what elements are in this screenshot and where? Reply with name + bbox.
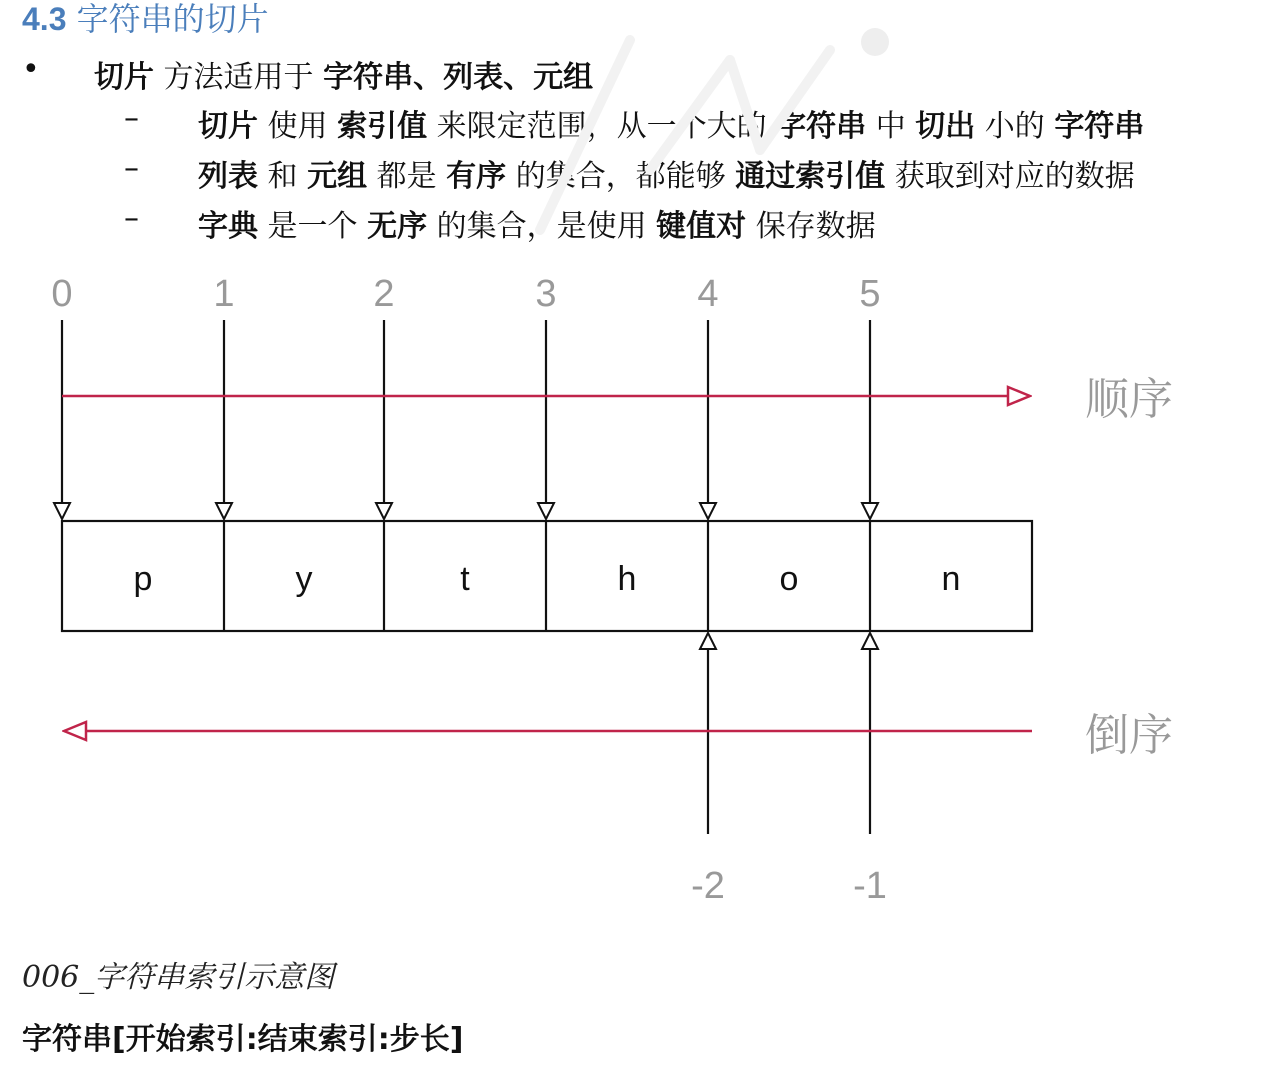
bold-term: 切片 — [94, 60, 154, 95]
section-heading — [22, 0, 269, 40]
bold-term: 列表 — [198, 159, 258, 194]
text-run: 小的 — [975, 109, 1055, 144]
text-run: 都是 — [367, 159, 447, 194]
forward-direction-label: 顺序 — [1085, 374, 1173, 425]
sub-item-dash: – — [124, 151, 139, 186]
bold-term: 索引值 — [337, 109, 428, 144]
character-cell: h — [617, 560, 637, 598]
sub-item-dash: – — [124, 201, 139, 236]
backward-direction-label: 倒序 — [1085, 710, 1173, 761]
bold-term: 切片 — [198, 109, 258, 144]
character-cells — [62, 521, 1032, 631]
section-number: 4.3 — [22, 1, 67, 37]
figure-caption: 006_字符串索引示意图 — [22, 960, 335, 995]
character-cell: n — [941, 560, 961, 598]
bold-term: 切出 — [915, 109, 976, 144]
backward-index-label: -1 — [853, 865, 887, 907]
text-run: 是一个 — [258, 209, 368, 244]
bold-term: 字符串 — [1054, 109, 1145, 144]
text-run: 来限定范围，从一个大的 — [427, 109, 777, 144]
forward-index-label: 3 — [535, 273, 557, 315]
slice-syntax: 字符串[开始索引:结束索引:步长] — [22, 1022, 464, 1057]
bullet-symbol: • — [22, 52, 40, 87]
character-cell: y — [295, 560, 313, 598]
forward-index-label: 4 — [697, 273, 719, 315]
forward-index-label: 1 — [213, 273, 235, 315]
text-run: 的集合，都能够 — [506, 159, 736, 194]
sub-item-text — [198, 101, 1144, 145]
string-index-diagram — [0, 240, 1287, 920]
text-run: 中 — [866, 109, 916, 144]
text-run: 方法适用于 — [154, 60, 324, 95]
bold-term: 有序 — [446, 159, 507, 194]
bold-term: 元组 — [307, 159, 368, 194]
forward-index-label: 2 — [373, 273, 395, 315]
bullet-text — [94, 52, 593, 96]
text-run: 的集合，是使用 — [427, 209, 657, 244]
sub-item-text — [198, 151, 1135, 195]
bold-term: 字符串、列表、元组 — [323, 60, 594, 95]
text-run: 获取到对应的数据 — [885, 159, 1135, 194]
section-title: 字符串的切片 — [76, 0, 269, 38]
backward-index-group — [691, 633, 887, 907]
bold-term: 无序 — [367, 209, 428, 244]
bold-term: 字典 — [198, 209, 258, 244]
character-cell: t — [460, 560, 470, 598]
backward-index-label: -2 — [691, 865, 725, 907]
text-run: 和 — [258, 159, 308, 194]
bold-term: 通过索引值 — [735, 159, 886, 194]
bold-term: 键值对 — [656, 209, 747, 244]
forward-index-label: 0 — [51, 273, 73, 315]
character-cell: p — [133, 560, 153, 598]
bold-term: 字符串 — [776, 109, 867, 144]
text-run: 保存数据 — [746, 209, 876, 244]
sub-item-dash: – — [124, 101, 139, 136]
character-cell: o — [779, 560, 799, 598]
sub-item-text — [198, 201, 876, 245]
text-run: 使用 — [258, 109, 338, 144]
forward-index-label: 5 — [859, 273, 881, 315]
